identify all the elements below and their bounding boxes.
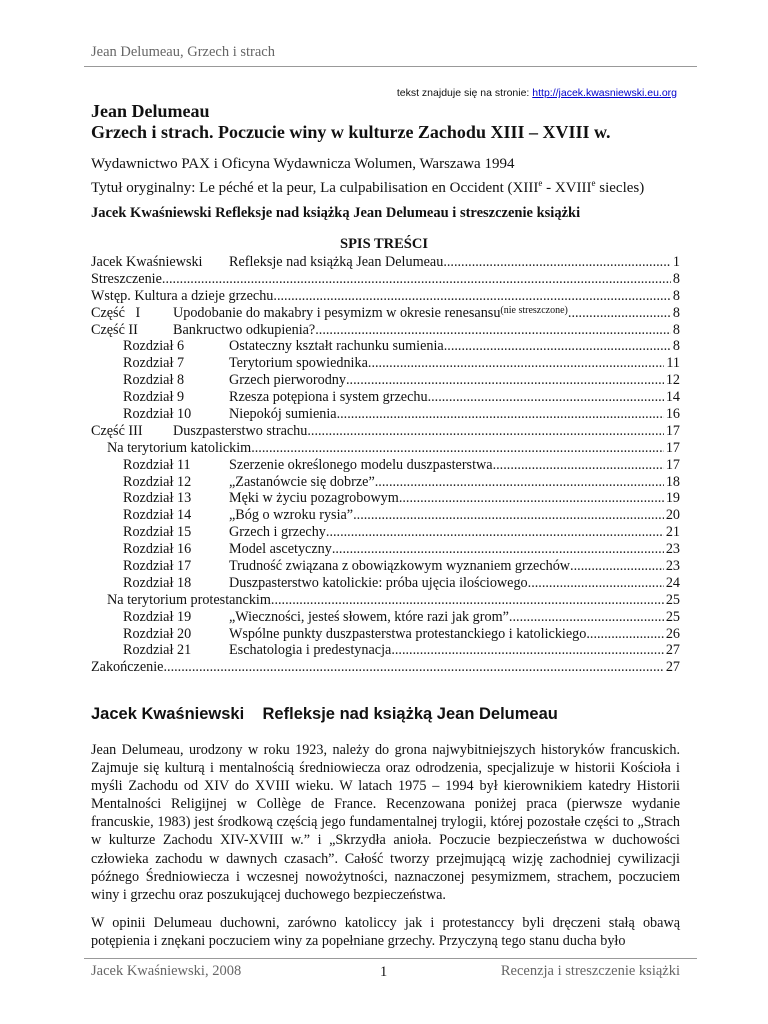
toc-leader-dots [271,592,664,609]
toc-entry[interactable] [91,592,680,609]
toc-entry-number: Część II [91,321,138,338]
body-paragraph: Jean Delumeau, urodzony w roku 1923, należy do grona najwybitniejszych historyków francuskich. Zajmuje się kulturą i mentalnością średniowiecza oraz odrodzenia, specjalizuje w historii Kościoła i myśli Zachodu od XIV do XVIII wieku. W latach 1975 – 1994 był kierownikiem katedry Historii Mentalności Religijnej w Collège de France. Recenzowana poniżej praca (pierwsze wydanie francuskie, 1983) jest środkową częścią jego fundamentalnej trylogii, której pozostałe części to „Strach w kulturze Zachodu XIV-XVIII w.” i „Skrzydła anioła. Poczucie bezpieczeństwa w duchowości człowieka zachodu w dawnych czasach”. Całość tworzy przejmującą wizję zachodniej cywilizacji późnego Średniowiecza i wczesnej nowożytności, naznaczonej pesymizmem, strachem, poczuciem winy i grzechu oraz poszukującej duchowego bezpieczeństwa. [91,742,680,903]
toc-entry-note: (nie streszczone) [500,304,568,316]
section-heading: Jacek Kwaśniewski Refleksje nad książką Jean Delumeau [91,705,558,723]
toc-leader-dots [493,457,664,474]
original-title-line: Tytuł oryginalny: Le péché et la peur, La culpabilisation en Occident (XIIIe - XVIIIe siecles) [91,178,645,196]
toc-entry-title: „Zastanówcie się dobrze” [229,473,375,490]
toc-entry-page: 12 [665,372,680,389]
toc-entry-title: „Bóg o wzroku rysia” [229,507,354,524]
toc-leader-dots [528,575,664,592]
toc-leader-dots [332,541,664,558]
toc-leader-dots [391,642,664,659]
toc-entry-page: 23 [665,541,680,558]
toc-entry[interactable] [91,423,680,440]
source-note [397,87,677,99]
toc-entry-page: 24 [665,574,680,591]
toc-entry-page: 17 [665,456,680,473]
toc-entry-page: 8 [672,338,680,355]
toc-entry-page: 8 [672,321,680,338]
toc-entry[interactable] [91,626,680,643]
toc-entry-page: 25 [665,591,680,608]
toc-entry-title: Rzesza potępiona i system grzechu [229,389,428,406]
toc-entry-title: Niepokój sumienia [229,406,337,423]
toc-entry[interactable] [91,305,680,322]
toc-entry[interactable] [91,406,680,423]
toc-entry-title: Streszczenie [91,270,162,287]
toc-entry-title: Eschatologia i predestynacja [229,642,392,659]
toc-entry-number: Rozdział 11 [123,456,191,473]
toc-entry[interactable] [91,288,680,305]
publication-info [91,155,701,198]
toc-entry-page: 14 [665,389,680,406]
footer-rule [84,958,697,959]
toc-leader-dots [346,372,664,389]
toc-entry-title: Trudność związana z obowiązkowym wyznaniem grzechów [229,558,571,575]
toc-entry[interactable] [91,440,680,457]
toc-entry-number: Część I [91,304,141,321]
toc-entry-title: Duszpasterstwo katolickie: próba ujęcia ilościowego [229,574,528,591]
toc-entry-number: Rozdział 6 [123,338,185,355]
toc-leader-dots [353,507,664,524]
toc-entry-number: Rozdział 10 [123,406,192,423]
toc-entry-title: Męki w życiu pozagrobowym [229,490,399,507]
toc-entry[interactable] [91,372,680,389]
toc-entry-page: 19 [665,490,680,507]
toc-entry-title: Zakończenie [91,659,164,676]
toc-entry-page: 21 [665,524,680,541]
toc-leader-dots [444,338,671,355]
toc-entry[interactable] [91,389,680,406]
toc-entry-title: Bankructwo odkupienia? [173,321,316,338]
toc-entry-number: Rozdział 18 [123,574,192,591]
toc-entry[interactable] [91,507,680,524]
title-book: Grzech i strach. Poczucie winy w kulturze Zachodu XIII – XVIII w. [91,122,611,142]
toc-entry-title: Wstęp. Kultura a dzieje grzechu [91,287,274,304]
running-header: Jean Delumeau, Grzech i strach [91,44,275,60]
toc-entry-number: Rozdział 12 [123,473,192,490]
toc-title: SPIS TREŚCI [340,236,428,252]
toc-entry[interactable] [91,271,680,288]
toc-entry-page: 8 [672,287,680,304]
publisher-line: Wydawnictwo PAX i Oficyna Wydawnicza Wolumen, Warszawa 1994 [91,156,515,172]
toc-entry-number: Rozdział 14 [123,507,192,524]
toc-leader-dots [315,322,671,339]
toc-entry-number: Rozdział 17 [123,558,192,575]
toc-entry-page: 8 [672,304,680,321]
toc-entry[interactable] [91,609,680,626]
toc-entry[interactable] [91,524,680,541]
toc-entry-page: 11 [666,355,680,372]
toc-entry-page: 16 [665,406,680,423]
toc-entry-number: Jacek Kwaśniewski [91,254,203,270]
toc-entry-title: Szerzenie określonego modelu duszpasterstwa [229,456,493,473]
toc-entry-title: Upodobanie do makabry i pesymizm w okresie renesansu [173,304,501,321]
review-subtitle: Jacek Kwaśniewski Refleksje nad książką Jean Delumeau i streszczenie książki [91,205,581,221]
toc-leader-dots [368,355,664,372]
header-rule [84,66,697,67]
toc-entry-title: „Wieczności, jesteś słowem, które razi jak grom” [229,608,509,625]
toc-entry[interactable] [91,659,680,676]
body-paragraph: W opinii Delumeau duchowni, zarówno katoliccy jak i protestanccy byli dręczeni stałą obawą potępienia i znękani poczuciem winy za popełniane grzechy. Przyczyną tego stanu ducha było [91,915,680,950]
toc-entry-title: Na terytorium katolickim [107,439,252,456]
toc-leader-dots [570,558,664,575]
toc-entry-number: Rozdział 21 [123,642,192,659]
toc-leader-dots [162,271,671,288]
toc-entry[interactable] [91,457,680,474]
toc-entry-page: 18 [665,473,680,490]
toc-entry-title: Wspólne punkty duszpasterstwa protestanckiego i katolickiego. [229,625,590,642]
toc-entry-title: Grzech i grzechy [229,524,326,541]
document-title [91,101,611,143]
toc-entry-number: Rozdział 16 [123,541,192,558]
toc-entry[interactable] [91,254,680,271]
page-number: 1 [380,964,388,980]
footer-label: Recenzja i streszczenie książki [500,963,680,979]
toc-entry-title: Terytorium spowiednika [229,355,368,372]
toc-entry[interactable] [91,575,680,592]
toc-entry-page: 27 [665,642,680,659]
toc-entry-page: 20 [665,507,680,524]
toc-leader-dots [509,609,664,626]
toc-entry-title: Na terytorium protestanckim [107,591,271,608]
toc-entry-title: Grzech pierworodny [229,372,346,389]
toc-entry-title: Duszpasterstwo strachu [173,422,308,439]
toc-entry-page: 27 [665,659,680,676]
toc-leader-dots [590,626,664,643]
toc-entry-number: Rozdział 20 [123,625,192,642]
toc-entry-number: Rozdział 7 [123,355,185,372]
source-text: tekst znajduje się na stronie: [396,87,533,99]
toc-entry-page: 25 [665,608,680,625]
toc-entry-number: Rozdział 19 [123,608,192,625]
toc-entry-page: 17 [665,439,680,456]
toc-entry-page: 23 [665,558,680,575]
toc-entry[interactable] [91,355,680,372]
toc-entry[interactable] [91,338,680,355]
toc-leader-dots [399,490,664,507]
toc-leader-dots [568,305,671,322]
toc-leader-dots [326,524,664,541]
toc-entry-title: Model ascetyczny [229,541,332,558]
toc-entry-page: 1 [672,254,680,270]
toc-leader-dots [251,440,664,457]
toc-entry[interactable] [91,642,680,659]
toc-entry[interactable] [91,474,680,491]
toc-entry-number: Rozdział 9 [123,389,185,406]
toc-entry-number: Rozdział 8 [123,372,185,389]
source-link[interactable]: http://jacek.kwasniewski.eu.org [532,87,677,99]
toc-entry-page: 17 [665,422,680,439]
toc-entry[interactable] [91,490,680,507]
toc-entry-title: Ostateczny kształt rachunku sumienia [229,338,444,355]
toc-leader-dots [428,389,664,406]
toc-leader-dots [443,254,671,271]
toc-entry-number: Rozdział 13 [123,490,192,507]
toc-leader-dots [337,406,664,423]
footer-author: Jacek Kwaśniewski, 2008 [91,963,242,979]
toc-leader-dots [307,423,663,440]
title-author: Jean Delumeau [91,101,210,121]
toc-entry-page: 8 [672,270,680,287]
toc-entry[interactable] [91,322,680,339]
toc-entry[interactable] [91,558,680,575]
toc-entry-page: 26 [665,625,680,642]
table-of-contents [91,254,680,676]
toc-entry-number: Rozdział 15 [123,524,192,541]
toc-entry-title: Refleksje nad książką Jean Delumeau [229,254,444,270]
toc-entry-number: Część III [91,422,143,439]
toc-entry[interactable] [91,541,680,558]
toc-leader-dots [163,659,663,676]
toc-leader-dots [375,474,664,491]
toc-leader-dots [273,288,671,305]
